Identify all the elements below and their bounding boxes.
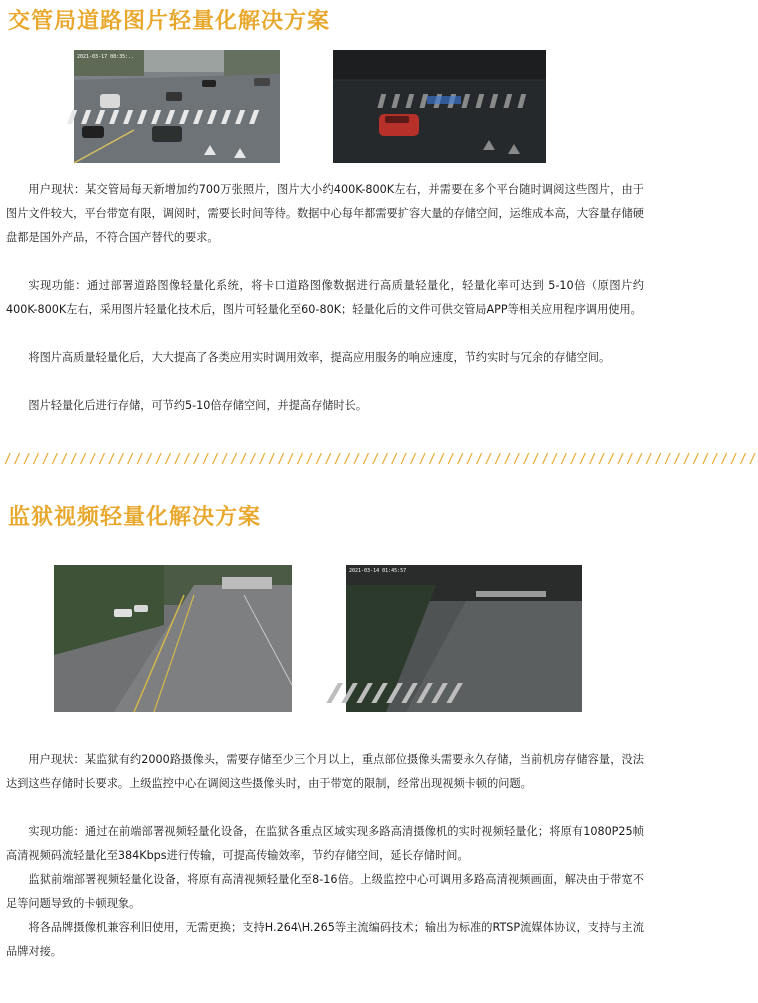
section-2-paragraph-status: 用户现状：某监狱有约2000路摄像头，需要存储至少三个月以上，重点部位摄像头需要永久存储，当前机房存储容量，没法达到这些存储时长要求。上级监控中心在调阅这些摄像头时，由于带宽的限制，经常出现视频卡顿的问题。 [6, 753, 644, 790]
section-1-paragraph-storage: 图片轻量化后进行存储，可节约5-10倍存储空间，并提高存储时长。 [28, 399, 368, 412]
traffic-day-photo [74, 50, 280, 163]
prison-night-photo [346, 565, 582, 712]
camera-timestamp: 2021-03-17 08:35:.. [77, 54, 135, 60]
section-2-title: 监狱视频轻量化解决方案 [8, 505, 262, 530]
section-1-paragraph-status: 用户现状：某交管局每天新增加约700万张照片，图片大小约400K-800K左右，并需要在多个平台随时调阅这些图片，由于图片文件较大，平台带宽有限，调阅时，需要长时间等待。数据中心每年都需要扩容大量的存储空间，运维成本高，大容量存储硬盘都是国外产品，不符合国产替代的要求。 [6, 183, 644, 244]
section-divider: //////////////////////////////////////////////////////////////////////////////// [4, 452, 758, 467]
section-1-title: 交管局道路图片轻量化解决方案 [8, 9, 331, 34]
section-2-paragraph-function: 实现功能：通过在前端部署视频轻量化设备，在监狱各重点区域实现多路高清摄像机的实时视频轻量化；将原有1080P25帧高清视频码流轻量化至384Kbps进行传输，可提高传输效率，节约存储空间，延长存储时间。 [6, 825, 644, 862]
traffic-night-photo [333, 50, 546, 163]
camera-timestamp: 2021-03-14 01:45:57 [349, 568, 407, 574]
section-2-paragraph-compatibility: 将各品牌摄像机兼容利旧使用，无需更换；支持H.264\H.265等主流编码技术；输出为标准的RTSP流媒体协议，支持与主流品牌对接。 [6, 921, 644, 958]
section-1-paragraph-efficiency: 将图片高质量轻量化后，大大提高了各类应用实时调用效率，提高应用服务的响应速度，节约实时与冗余的存储空间。 [28, 351, 611, 364]
section-1-paragraph-function: 实现功能：通过部署道路图像轻量化系统，将卡口道路图像数据进行高质量轻量化，轻量化率可达到 5-10倍（原图片约400K-800K左右，采用图片轻量化技术后，图片可轻量化至60-80K；轻量化后的文件可供交管局APP等相关应用程序调用使用。 [6, 279, 644, 316]
section-2-paragraph-frontend: 监狱前端部署视频轻量化设备，将原有高清视频轻量化至8-16倍。上级监控中心可调用多路高清视频画面，解决由于带宽不足等问题导致的卡顿现象。 [6, 873, 644, 910]
prison-rain-photo [54, 565, 292, 712]
